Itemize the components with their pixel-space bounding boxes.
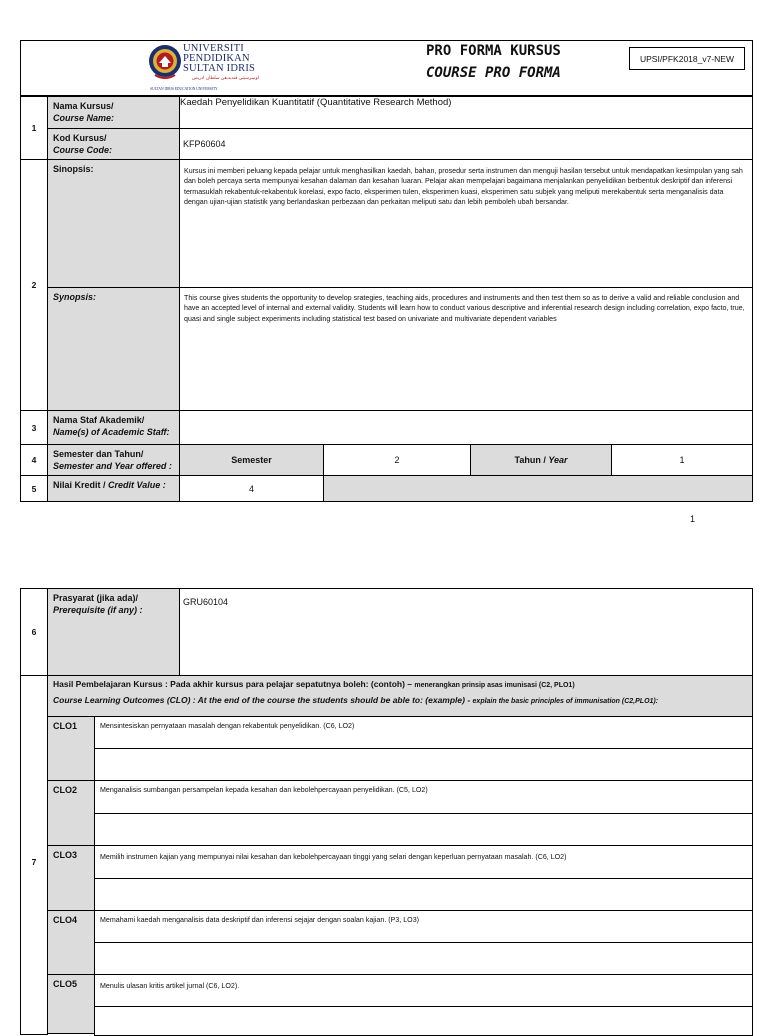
clo-code: CLO3 bbox=[53, 850, 78, 860]
course-name-field[interactable] bbox=[179, 96, 753, 129]
document-code: UPSI/PFK2018_v7-NEW bbox=[639, 53, 734, 64]
year-heading-cell bbox=[470, 444, 612, 476]
staff-label-ms: Nama Staf Akademik/ bbox=[53, 415, 145, 425]
clo-text: Menganalisis sumbangan persampelan kepada kesahan dan kebolehpercayaan penyelidikan. (C5, LO2) bbox=[100, 786, 428, 794]
synopsis-en-field[interactable] bbox=[179, 287, 753, 411]
course-code-value: KFP60604 bbox=[183, 139, 226, 149]
row-3-number: 3 bbox=[31, 422, 37, 433]
clo-text: Menulis ulasan kritis artikel jurnal (C6, LO2). bbox=[100, 982, 240, 990]
course-code-field[interactable] bbox=[179, 128, 753, 160]
staff-field[interactable] bbox=[179, 410, 753, 445]
semester-label-ms: Semester dan Tahun/ bbox=[53, 449, 144, 459]
clo-notes-cell[interactable] bbox=[94, 942, 753, 975]
row-5-number-cell bbox=[20, 475, 48, 502]
synopsis-ms-label: Sinopsis: bbox=[53, 164, 94, 174]
prerequisite-label-ms: Prasyarat (jika ada)/ bbox=[53, 593, 139, 603]
synopsis-en-label-cell bbox=[47, 287, 180, 411]
clo-notes-cell[interactable] bbox=[94, 878, 753, 911]
row-5-number: 5 bbox=[31, 483, 37, 494]
course-name-value: Kaedah Penyelidikan Kuantitatif (Quantitative Research Method) bbox=[180, 97, 452, 108]
page-number: 1 bbox=[690, 514, 696, 524]
university-logo bbox=[146, 42, 266, 94]
row-3-number-cell bbox=[20, 410, 48, 445]
logo-line-2: PENDIDIKAN bbox=[183, 53, 250, 64]
clo-notes-cell[interactable] bbox=[94, 748, 753, 781]
credit-value-cell[interactable] bbox=[179, 475, 324, 502]
row-6-number: 6 bbox=[31, 627, 37, 637]
year-value-cell[interactable] bbox=[611, 444, 753, 476]
crest-icon bbox=[148, 44, 182, 82]
semester-label-en: Semester and Year offered : bbox=[53, 461, 172, 471]
year-heading-en: Year bbox=[548, 455, 568, 465]
clo-code: CLO4 bbox=[53, 915, 78, 925]
course-name-label-cell bbox=[47, 96, 180, 129]
credit-label-ms: Nilai Kredit / bbox=[53, 480, 109, 490]
clo-heading-cell bbox=[47, 675, 753, 717]
year-value: 1 bbox=[679, 455, 685, 465]
clo-code: CLO5 bbox=[53, 979, 78, 989]
synopsis-ms-text: Kursus ini memberi peluang kepada pelajar untuk menghasilkan kaedah, bahan, prosedur serta instrumen dan menguji hasilan tersebut untuk mendapatkan kesimpulan yang sah dan boleh percaya serta mempunyai kesahan dalaman dan kesahan luaran. Pelajar akan mempelajari bagaimana menjalankan penyelidikan berbentuk deskriptif dan inferensi termasuklah rekabentuk-rekabentuk korelasi, expo facto, eksperimen tulen, eksperimen kuasi, eksperimen satu subjek yang meliputi merekabentuk serta menganalisis data dengan ujian-ujian statistik yang berlandaskan perbezaan dan perkaitan meliputi satu dan lebih pemboleh ubah bersandar. bbox=[184, 167, 743, 207]
semester-value: 2 bbox=[394, 455, 400, 465]
credit-label-cell bbox=[47, 475, 180, 502]
prerequisite-label-en: Prerequisite (if any) : bbox=[53, 605, 143, 615]
clo-code-cell bbox=[47, 716, 95, 781]
synopsis-en-text: This course gives students the opportunity to develop srategies, teaching aids, procedures and instruments and then test them so as to derive a valid and reliable conclusion and have an accepted level of internal and external validity. Students will learn how to conduct various descriptive and inferential research design including correlation, expo facto, true, quasi and single subject experiments including statistical test based on univariate and multivariate dependent variables bbox=[184, 294, 745, 323]
clo-text: Memilih instrumen kajian yang mempunyai nilai kesahan dan kebolehpercayaan tinggi yang selari dengan keperluan pernyataan masalah. (C6, LO2) bbox=[100, 853, 567, 861]
credit-filler-cell bbox=[323, 475, 753, 502]
course-code-label-ms: Kod Kursus/ bbox=[53, 133, 107, 143]
clo-code: CLO2 bbox=[53, 785, 78, 795]
row-7-number: 7 bbox=[31, 857, 37, 867]
course-name-label-ms: Nama Kursus/ bbox=[53, 101, 114, 111]
row-1-number-cell bbox=[20, 96, 48, 160]
staff-label-cell bbox=[47, 410, 180, 445]
clo-heading-en-example: explain the basic principles of immunisation (C2,PLO1): bbox=[472, 698, 659, 705]
semester-heading: Semester bbox=[231, 455, 272, 465]
credit-value: 4 bbox=[248, 483, 254, 494]
row-2-number-cell bbox=[20, 159, 48, 411]
clo-code-cell bbox=[47, 780, 95, 846]
clo-code-cell bbox=[47, 974, 95, 1034]
clo-heading-en: Course Learning Outcomes (CLO) : At the end of the course the students should be able to: (example) - bbox=[53, 695, 473, 705]
logo-line-1: UNIVERSITI bbox=[183, 43, 244, 54]
course-code-label-en: Course Code: bbox=[53, 145, 113, 155]
course-name-label-en: Course Name: bbox=[53, 113, 115, 123]
logo-line-3: SULTAN IDRIS bbox=[183, 63, 256, 74]
semester-value-cell[interactable] bbox=[323, 444, 471, 476]
clo-heading-ms-example: menerangkan prinsip asas imunisasi (C2, PLO1) bbox=[414, 682, 575, 689]
clo-heading-ms: Hasil Pembelajaran Kursus : Pada akhir kursus para pelajar sepatutnya boleh: (contoh) – bbox=[53, 679, 415, 689]
document-code-box bbox=[629, 47, 745, 70]
clo-text-cell[interactable] bbox=[94, 716, 753, 749]
semester-label-cell bbox=[47, 444, 180, 476]
clo-notes-cell[interactable] bbox=[94, 1006, 753, 1036]
clo-notes-cell[interactable] bbox=[94, 813, 753, 846]
synopsis-ms-label-cell bbox=[47, 159, 180, 288]
course-code-label-cell bbox=[47, 128, 180, 160]
clo-code-cell bbox=[47, 845, 95, 911]
clo-text-cell[interactable] bbox=[94, 974, 753, 1007]
form-title: PRO FORMA KURSUS bbox=[426, 43, 561, 59]
row-4-number: 4 bbox=[31, 455, 37, 465]
clo-text: Memahami kaedah menganalisis data deskriptif dan inferensi sejajar dengan soalan kajian. (P3, LO3) bbox=[100, 916, 420, 924]
clo-text-cell[interactable] bbox=[94, 780, 753, 814]
row-7-number-cell bbox=[20, 675, 48, 1035]
form-subtitle: COURSE PRO FORMA bbox=[426, 65, 561, 81]
logo-jawi-text: اونيبرسيتي ڤنديديقن سلطان ادريس bbox=[192, 76, 259, 81]
logo-tagline: SULTAN IDRIS EDUCATION UNIVERSITY bbox=[150, 87, 218, 91]
row-2-number: 2 bbox=[31, 280, 37, 290]
clo-text-cell[interactable] bbox=[94, 910, 753, 943]
staff-label-en: Name(s) of Academic Staff: bbox=[53, 427, 170, 437]
synopsis-en-label: Synopsis: bbox=[53, 292, 97, 302]
row-6-number-cell bbox=[20, 588, 48, 676]
synopsis-ms-field[interactable] bbox=[179, 159, 753, 288]
credit-label-en: Credit Value : bbox=[108, 480, 166, 490]
clo-text: Mensintesiskan pernyataan masalah dengan rekabentuk penyelidikan. (C6, LO2) bbox=[100, 722, 355, 730]
row-4-number-cell bbox=[20, 444, 48, 476]
semester-heading-cell bbox=[179, 444, 324, 476]
clo-code: CLO1 bbox=[53, 721, 78, 731]
prerequisite-label-cell bbox=[47, 588, 180, 676]
row-1-number: 1 bbox=[31, 123, 37, 133]
clo-text-cell[interactable] bbox=[94, 845, 753, 879]
year-heading-ms: Tahun / bbox=[514, 455, 549, 465]
prerequisite-field[interactable] bbox=[179, 588, 753, 676]
prerequisite-value: GRU60104 bbox=[183, 597, 229, 607]
clo-code-cell bbox=[47, 910, 95, 975]
